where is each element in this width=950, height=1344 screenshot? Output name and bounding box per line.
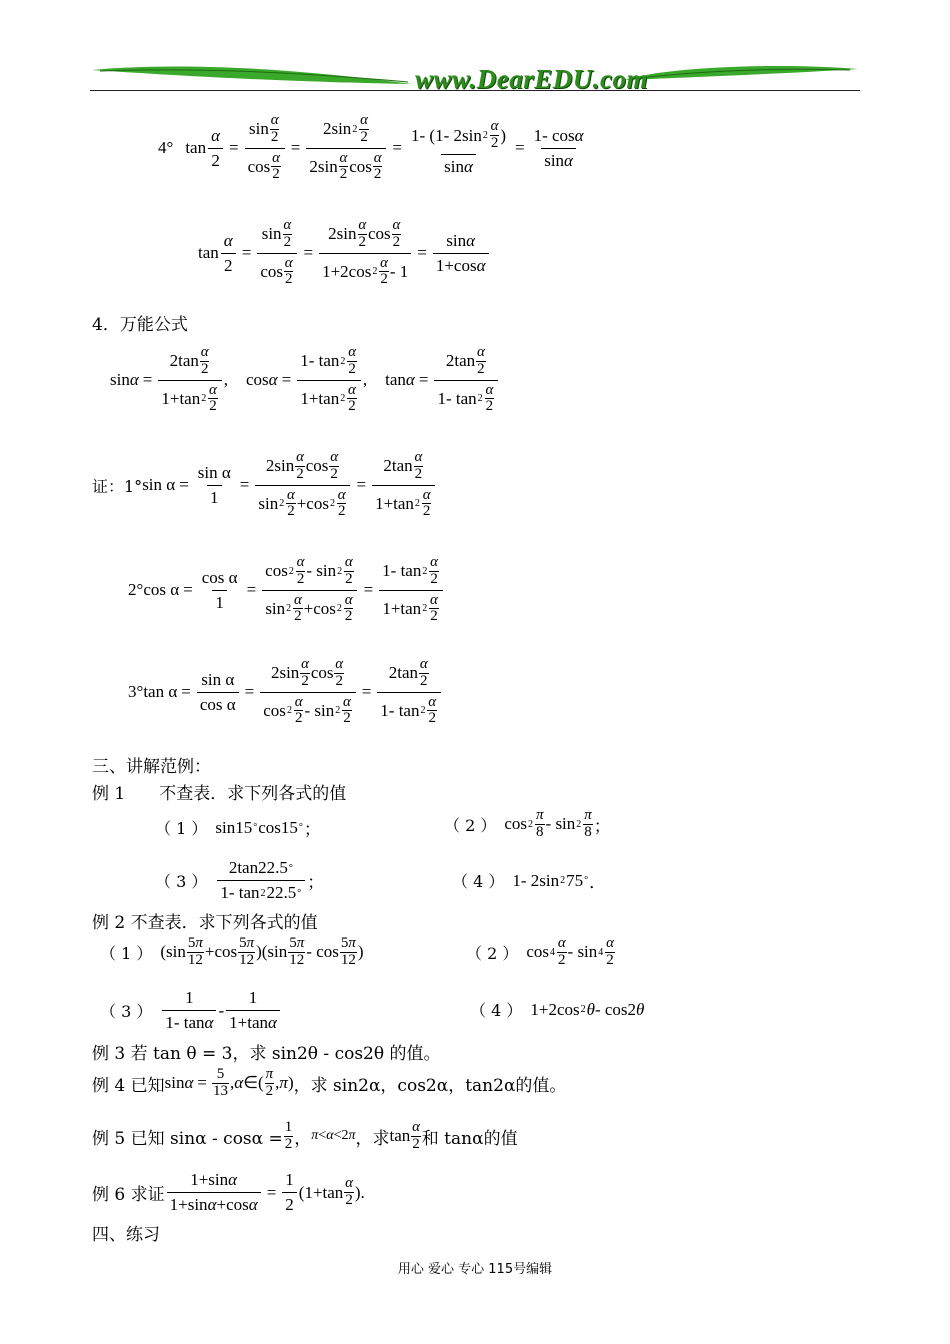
example-2-item-2: （ 2 ） cos 4 α 2 - sin 4 α 2 bbox=[466, 935, 614, 968]
page-footer: 用心 爱心 专心 115号编辑 bbox=[397, 1262, 553, 1277]
label-2deg: 2° bbox=[128, 580, 144, 599]
section-heading-lianxi: 四、练习 bbox=[92, 1225, 160, 1245]
formula-universal: sin α = 2tan α 2 1+tan 2 α 2 , cos α = 1- tan 2 α 2 1+tan 2 α 2 , tan α = 2tan α 2 1- tan 2 α 2 bbox=[110, 345, 500, 415]
example-4: 例 4 已知 sinα = $\frac{5}{13}$ ,α∈( π 2 ,π) ，求 sin2α，cos2α，tan2α的值。 bbox=[92, 1066, 567, 1099]
proof-1: 证：1° sin α = $\frac{\text{sin α}}{1}$ = 2sin α 2 cos α 2 sin 2 α 2 +cos 2 α 2 = 2tan α 2 1+tan 2 α 2 bbox=[92, 450, 437, 520]
site-logo-text: www.DearEDU.com bbox=[415, 64, 649, 94]
example-5: 例 5 已知 sinα - cosα = $\frac{1}{2}$ ， π<α<2π ，求 tan α 2 和 tanα的值 bbox=[92, 1119, 518, 1152]
section-heading-wanneng: 4．万能公式 bbox=[92, 315, 188, 335]
formula-tan-half-2: tan $\frac{\alpha}{2}$ = sin α 2 cos α 2 = 2sin α 2 cos α 2 1+2cos 2 α 2 - 1 = sin α 1+cos α bbox=[198, 218, 491, 288]
proof-3: 3° tan α = $\frac{\text{sin α}}{\text{cos α}}$ = 2sin α 2 cos α 2 cos 2 α 2 - sin 2 α 2 = 2tan α 2 1- tan 2 α 2 bbox=[128, 657, 443, 727]
example-1-title: 例 1 不查表．求下列各式的值 bbox=[92, 784, 347, 804]
example-1-item-3: （ 3 ） 2tan22.5 ° 1- tan 2 22.5 ° ； bbox=[155, 858, 325, 902]
header-rule bbox=[90, 90, 860, 91]
example-3: 例 3 若 tan θ = 3，求 sin2θ - cos2θ 的值。 bbox=[92, 1044, 441, 1064]
proof-2: 2° cos α = $\frac{\text{cos α}}{1}$ = cos 2 α 2 - sin 2 α 2 sin 2 α 2 +cos 2 α 2 = 1- tan 2 α 2 1+tan 2 α 2 bbox=[128, 555, 445, 625]
section-heading-jiangjie: 三、讲解范例： bbox=[92, 757, 211, 777]
formula-tan-half-1: 4° tan $\frac{\alpha}{2}$ = sin α 2 cos α 2 = 2sin 2 α 2 2sin α 2 cos α 2 = 1- (1- 2sin 2 α 2 ) sin α = 1- cos α sin α bbox=[158, 112, 584, 183]
example-2-item-3: （ 3 ） 1 1- tan α - 1 1+tan α bbox=[100, 988, 282, 1033]
label-zheng: 证：1° bbox=[92, 476, 143, 496]
label-4deg: 4° bbox=[158, 138, 174, 157]
label-3deg: 3° bbox=[128, 682, 144, 701]
example-1-item-4: （ 4 ） 1- 2sin 2 75 ° ． bbox=[452, 870, 607, 892]
example-1-item-2: （ 2 ） cos 2 π 8 - sin 2 π 8 ； bbox=[444, 807, 611, 840]
example-2-item-4: （ 4 ） 1+2cos 2 θ - cos2 θ bbox=[470, 999, 645, 1020]
example-2-item-1: （ 1 ） (sin 5π 12 +cos 5π 12 )(sin 5π 12 - cos 5π 12 ) bbox=[100, 935, 364, 968]
example-1-item-1: （ 1 ） sin15 ° cos15 ° ； bbox=[155, 817, 321, 839]
example-6: 例 6 求证 1+sin α 1+sin α +cos α = $\frac{1}{2}$ (1+tan α 2 ). bbox=[92, 1170, 365, 1214]
example-2-title: 例 2 不查表．求下列各式的值 bbox=[92, 913, 318, 933]
